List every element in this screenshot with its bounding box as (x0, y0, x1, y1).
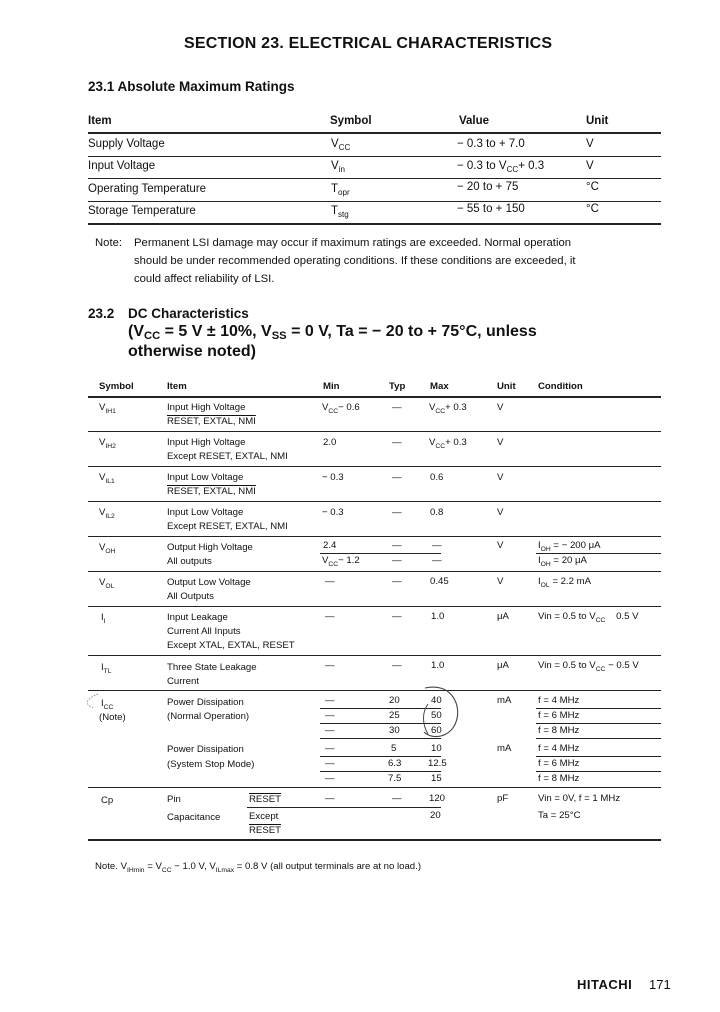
amr-header-unit: Unit (586, 115, 609, 127)
dc-max: 0.8 (430, 507, 444, 518)
dc-item: Three State Leakage (167, 662, 257, 673)
dc-item-sub: Except RESET, EXTAL, NMI (167, 521, 288, 532)
dc-symbol: $I_{CC}$ (101, 698, 114, 711)
amr-symbol: $T_{stg}$ (331, 205, 349, 219)
row-divider (88, 787, 661, 788)
dc-item-sub: Except XTAL, EXTAL, RESET (167, 640, 295, 651)
dc-header-max: Max (430, 381, 449, 392)
dc-unit: V (497, 402, 504, 413)
dc-condition: f = 8 MHz (538, 773, 580, 784)
dc-condition: f = 6 MHz (538, 710, 580, 721)
dc-min: — (325, 758, 335, 769)
dc-symbol: $V_{IL2}$ (99, 507, 115, 520)
amr-header-item: Item (88, 115, 112, 127)
dc-max: 1.0 (431, 611, 445, 622)
dc-heading: DC Characteristics (128, 306, 249, 321)
dc-conditions: ($V_{CC} = 5$ V ± 10%, $V_{SS} = 0$ V, Ta = − 20 to + 75°C, unless (128, 323, 537, 342)
dc-unit: V (497, 472, 504, 483)
dc-symbol-note: (Note) (99, 712, 126, 723)
amr-symbol: $V_{in}$ (331, 160, 345, 174)
amr-value: − 55 to + 150 (457, 203, 525, 215)
dc-max: $V_{CC}+ 0.3$ (429, 402, 467, 415)
amr-value: − 20 to + 75 (457, 181, 519, 193)
dc-min: 2.0 (323, 437, 337, 448)
dc-unit: V (497, 540, 504, 551)
amr-note-line: should be under recommended operating conditions. If these conditions are exceeded, it (134, 255, 576, 267)
dc-max: 120 (429, 793, 446, 804)
dc-condition: f = 4 MHz (538, 695, 580, 706)
sub-row-divider (536, 723, 661, 724)
handwritten-circle-mark (60, 682, 480, 742)
dc-condition: f = 4 MHz (538, 743, 580, 754)
dc-max: 0.6 (430, 472, 444, 483)
dc-bottom-rule (88, 839, 661, 841)
amr-unit: V (586, 160, 594, 172)
dc-item-sub: RESET, EXTAL, NMI (167, 416, 256, 427)
amr-item: Supply Voltage (88, 138, 165, 150)
dc-header-unit: Unit (497, 381, 516, 392)
dc-max: 0.45 (430, 576, 449, 587)
brand-logo: HITACHI (577, 977, 633, 992)
dc-header-item: Item (167, 381, 187, 392)
dc-min: — (325, 793, 335, 804)
amr-symbol: $V_{CC}$ (331, 138, 351, 152)
dc-symbol: $V_{IH1}$ (99, 402, 116, 415)
dc-unit: V (497, 507, 504, 518)
dc-typ: — (392, 576, 402, 587)
dc-pin: RESET (249, 825, 281, 836)
dc-heading-num: 23.2 (88, 306, 115, 321)
dc-min: $V_{CC}- 1.2$ (322, 555, 360, 568)
dc-header-min: Min (323, 381, 340, 392)
dc-typ: — (392, 611, 402, 622)
sub-row-divider (320, 756, 441, 757)
dc-typ: — (392, 472, 402, 483)
dc-typ: — (392, 793, 402, 804)
dc-item-sub: (System Stop Mode) (167, 759, 255, 770)
dc-max: 15 (431, 773, 442, 784)
dc-item-sub: Capacitance (167, 812, 221, 823)
dc-symbol: $V_{IL1}$ (99, 472, 115, 485)
dc-condition: f = 8 MHz (538, 725, 580, 736)
dc-item-sub: (Normal Operation) (167, 711, 250, 722)
dc-max: 50 (431, 710, 442, 721)
dc-typ: 5 (391, 743, 397, 754)
dc-min: — (325, 710, 335, 721)
dc-unit: mA (497, 743, 512, 754)
dc-min: − 0.3 (322, 507, 344, 518)
sub-row-divider (536, 553, 661, 554)
sub-row-divider (320, 771, 441, 772)
dc-footnote: Note. $V_{IHmin} = V_{CC} - 1.0$ V, $V_{ILmax} = 0.8$ V (all output terminals are at no load.) (95, 861, 422, 874)
amr-header-symbol: Symbol (330, 115, 372, 127)
row-divider (88, 156, 661, 157)
dc-symbol: $V_{OL}$ (99, 577, 115, 590)
dc-condition: Vin = 0.5 to $V_{CC}$ 0.5 V (538, 611, 639, 624)
dc-symbol: Cp (101, 795, 114, 806)
dc-typ: 6.3 (388, 758, 402, 769)
dc-header-typ: Typ (389, 381, 406, 392)
dc-max: 1.0 (431, 660, 445, 671)
dc-condition: $I_{OH} = 20$ μA (538, 555, 587, 568)
dc-typ: — (392, 437, 402, 448)
dc-max: 60 (431, 725, 442, 736)
dc-symbol: $V_{OH}$ (99, 542, 116, 555)
row-divider (88, 501, 661, 502)
row-divider (88, 431, 661, 432)
dc-condition: f = 6 MHz (538, 758, 580, 769)
dc-header-condition: Condition (538, 381, 583, 392)
dc-item: Output Low Voltage (167, 577, 251, 588)
sub-row-divider (320, 553, 441, 554)
sub-row-divider (536, 738, 661, 739)
dc-item: Input High Voltage (167, 402, 246, 413)
dc-item-sub: Current (167, 676, 199, 687)
dc-item: Output High Voltage (167, 542, 253, 553)
dc-min: — (325, 743, 335, 754)
amr-header-value: Value (459, 115, 490, 127)
dc-pin: RESET (249, 794, 281, 805)
dc-max: — (432, 540, 442, 551)
dc-symbol: $I_I$ (101, 612, 106, 625)
dc-item-sub: All Outputs (167, 591, 214, 602)
dc-typ: 30 (389, 725, 400, 736)
dc-header-symbol: Symbol (99, 381, 134, 392)
dc-typ: 20 (389, 695, 400, 706)
dc-unit: V (497, 576, 504, 587)
dc-unit: V (497, 437, 504, 448)
dc-min: 2.4 (323, 540, 337, 551)
row-divider (88, 466, 661, 467)
dc-max: 12.5 (428, 758, 447, 769)
dc-unit: μA (497, 660, 509, 671)
dc-item-sub: RESET, EXTAL, NMI (167, 486, 256, 497)
dc-typ: — (392, 507, 402, 518)
dc-item: Input Low Voltage (167, 507, 244, 518)
row-divider (88, 201, 661, 202)
dc-conditions-cont: otherwise noted) (128, 343, 257, 360)
dc-condition: Ta = 25°C (538, 810, 581, 821)
dc-item: Input Leakage (167, 612, 228, 623)
amr-symbol: $T_{opr}$ (331, 183, 350, 197)
dc-symbol: $I_{TL}$ (101, 662, 112, 675)
amr-note-line: could affect reliability of LSI. (134, 273, 275, 285)
dc-unit: pF (497, 793, 509, 804)
dc-min: − 0.3 (322, 472, 344, 483)
dc-item-sub: Except RESET, EXTAL, NMI (167, 451, 288, 462)
amr-note-label: Note: (95, 237, 123, 249)
dc-min: — (325, 695, 335, 706)
dc-min: — (325, 660, 335, 671)
row-divider (88, 655, 661, 656)
dc-max: 40 (431, 695, 442, 706)
dc-condition: Vin = 0V, f = 1 MHz (538, 793, 621, 804)
amr-unit: °C (586, 181, 599, 193)
sub-row-divider (536, 708, 661, 709)
dc-max: 20 (430, 810, 441, 821)
dc-item-sub: All outputs (167, 556, 212, 567)
dc-typ: — (392, 660, 402, 671)
amr-header-rule (88, 132, 661, 134)
amr-bottom-rule (88, 223, 661, 225)
dc-symbol: $V_{IH2}$ (99, 437, 116, 450)
dc-typ: — (392, 402, 402, 413)
dc-pin: Except (249, 811, 279, 822)
dc-max: — (432, 555, 442, 566)
dc-unit: mA (497, 695, 512, 706)
dc-condition: $I_{OL} = 2.2$ mA (538, 576, 591, 589)
dc-min: — (325, 773, 335, 784)
dc-max: 10 (431, 743, 442, 754)
dc-header-rule (88, 396, 661, 398)
row-divider (88, 536, 661, 537)
dc-item: Pin (167, 794, 181, 805)
amr-item: Storage Temperature (88, 205, 196, 217)
sub-row-divider (247, 807, 441, 808)
dc-unit: μA (497, 611, 509, 622)
amr-heading: 23.1 Absolute Maximum Ratings (88, 79, 295, 94)
dc-min: $V_{CC}- 0.6$ (322, 402, 360, 415)
amr-unit: °C (586, 203, 599, 215)
sub-row-divider (536, 771, 661, 772)
sub-row-divider (536, 756, 661, 757)
amr-item: Operating Temperature (88, 183, 207, 195)
dc-typ: — (392, 555, 402, 566)
dc-typ: 7.5 (388, 773, 402, 784)
dc-typ: — (392, 540, 402, 551)
dc-item: Input Low Voltage (167, 472, 244, 483)
amr-value: − 0.3 to + 7.0 (457, 138, 525, 150)
dc-min: — (325, 576, 335, 587)
dc-item: Power Dissipation (167, 744, 244, 755)
dc-item: Power Dissipation (167, 697, 244, 708)
dc-max: $V_{CC}+ 0.3$ (429, 437, 467, 450)
dc-typ: 25 (389, 710, 400, 721)
page-number: 171 (649, 977, 671, 992)
dc-min: — (325, 725, 335, 736)
section-title: SECTION 23. ELECTRICAL CHARACTERISTICS (184, 35, 553, 52)
amr-item: Input Voltage (88, 160, 156, 172)
dc-min: — (325, 611, 335, 622)
row-divider (88, 606, 661, 607)
dc-item-sub: Current All Inputs (167, 626, 241, 637)
amr-note-line: Permanent LSI damage may occur if maximum ratings are exceeded. Normal operation (134, 237, 572, 249)
amr-unit: V (586, 138, 594, 150)
dc-condition: $I_{OH}$ = − 200 μA (538, 540, 601, 553)
dc-condition: Vin = 0.5 to $V_{CC} - 0.5$ V (538, 660, 639, 673)
row-divider (88, 571, 661, 572)
row-divider (88, 178, 661, 179)
amr-value: − 0.3 to $V_{CC}+ 0.3$ (457, 160, 545, 174)
dc-item: Input High Voltage (167, 437, 246, 448)
